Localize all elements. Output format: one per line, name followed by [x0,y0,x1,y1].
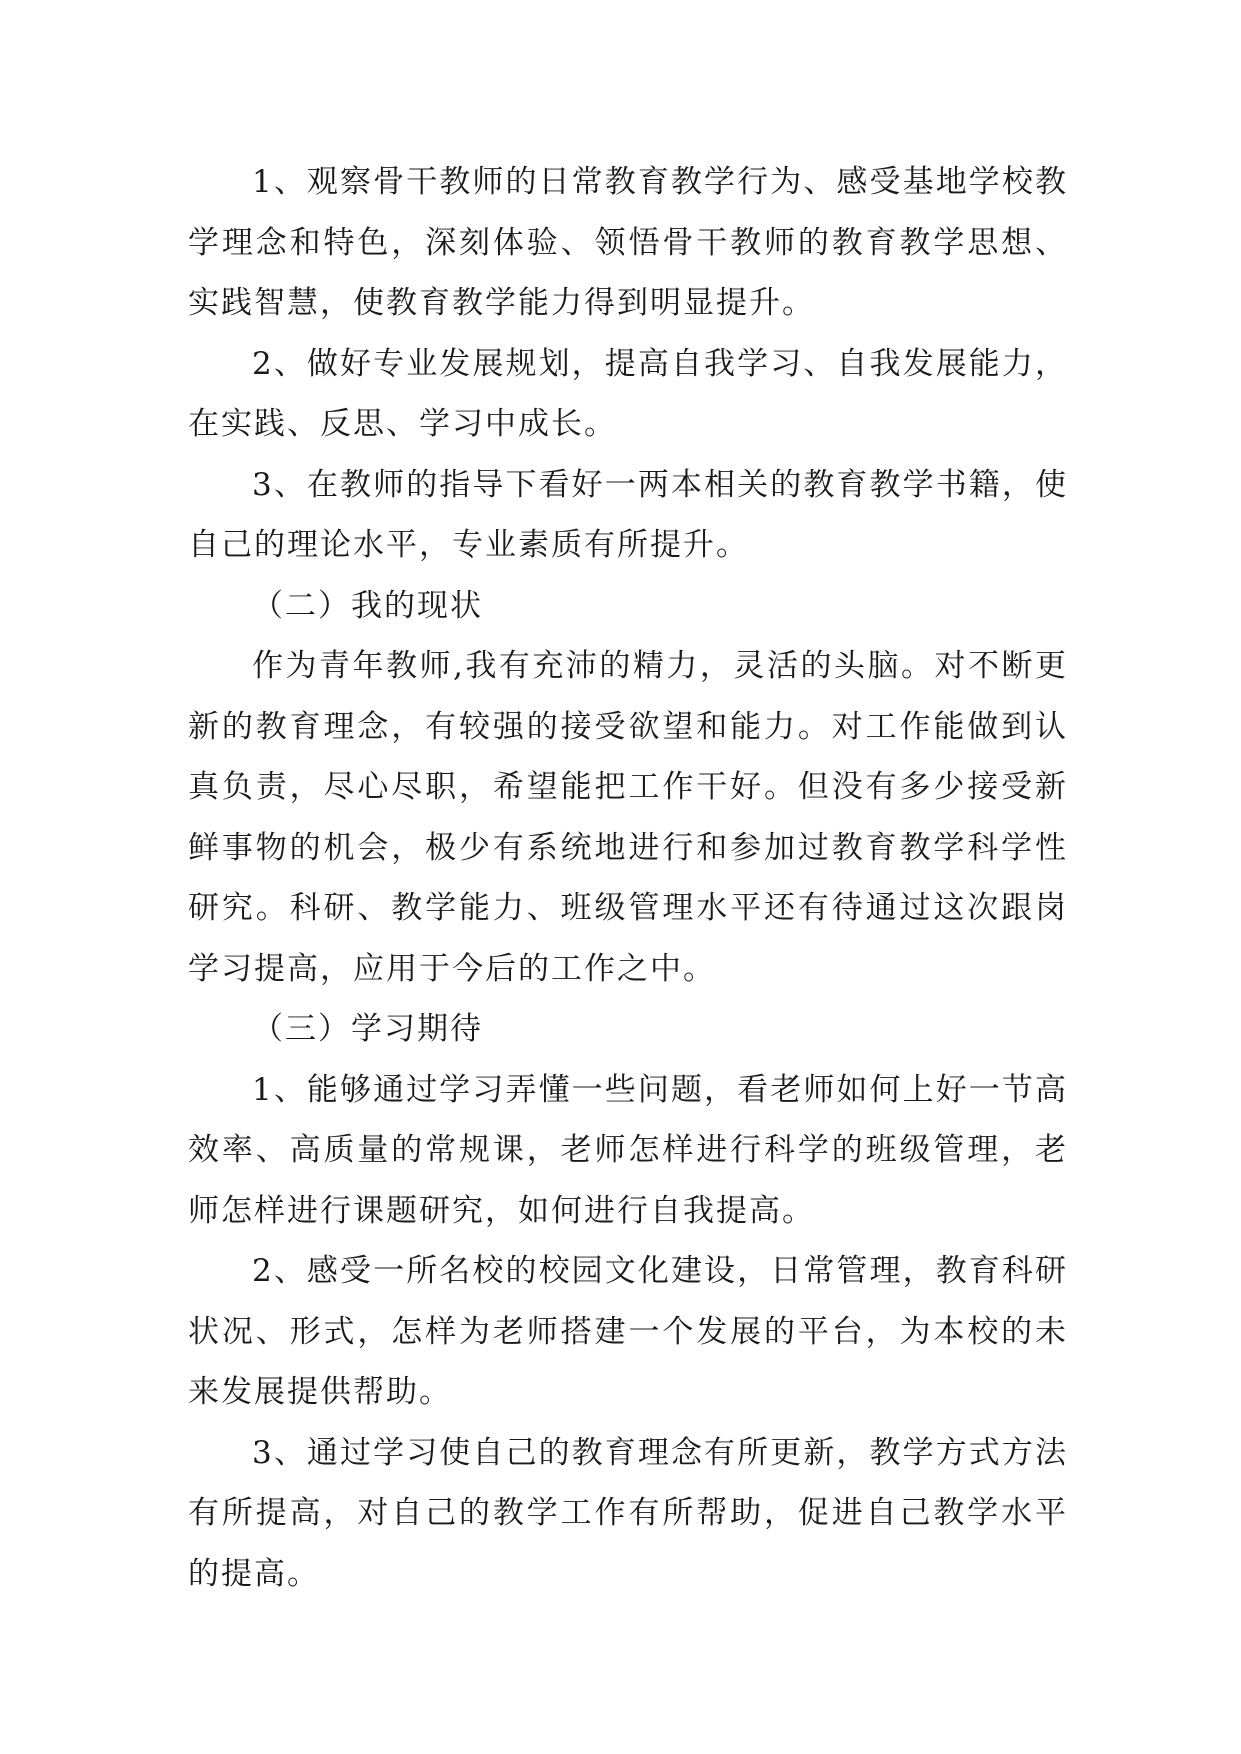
paragraph-goal-2: 2、做好专业发展规划，提高自我学习、自我发展能力，在实践、反思、学习中成长。 [188,345,1068,442]
paragraph-current-status: 作为青年教师,我有充沛的精力，灵活的头脑。对不断更新的教育理念，有较强的接受欲望和能力。对工作能做到认真负责，尽心尽职，希望能把工作干好。但没有多少接受新鲜事物的机会，极少有系统地进行和参加过教育教学科学性研究。科研、教学能力、班级管理水平还有待通过这次跟岗学习提高，应用于今后的工作之中。 [188,648,1068,987]
section-heading-current-status: （二）我的现状 [252,587,483,624]
paragraph-goal-1: 1、观察骨干教师的日常教育教学行为、感受基地学校教学理念和特色，深刻体验、领悟骨干教师的教育教学思想、实践智慧，使教育教学能力得到明显提升。 [188,164,1068,321]
paragraph-expectation-2: 2、感受一所名校的校园文化建设，日常管理，教育科研状况、形式，怎样为老师搭建一个发展的平台，为本校的未来发展提供帮助。 [188,1253,1068,1410]
paragraph-goal-3: 3、在教师的指导下看好一两本相关的教育教学书籍，使自己的理论水平，专业素质有所提升。 [188,466,1068,563]
paragraph-expectation-3: 3、通过学习使自己的教育理念有所更新，教学方式方法有所提高，对自己的教学工作有所帮助，促进自己教学水平的提高。 [188,1434,1068,1592]
paragraph-expectation-1: 1、能够通过学习弄懂一些问题，看老师如何上好一节高效率、高质量的常规课，老师怎样进行科学的班级管理，老师怎样进行课题研究，如何进行自我提高。 [188,1071,1068,1229]
document-body [188,152,1068,1604]
section-heading-expectations: （三）学习期待 [252,1011,483,1047]
